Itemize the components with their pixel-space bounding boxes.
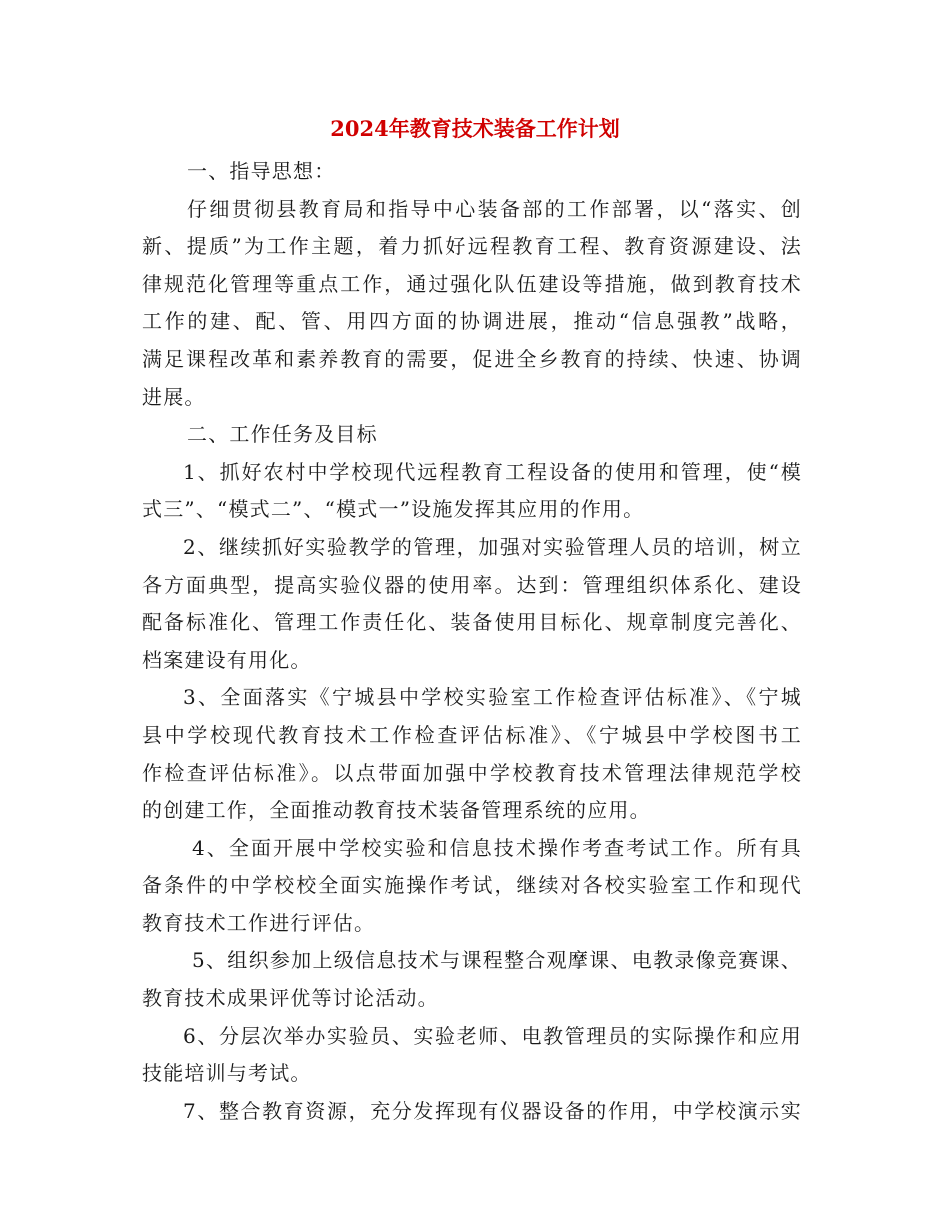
paragraph-line: 律规范化管理等重点工作，通过强化队伍建设等措施，做到教育技术 [142, 271, 802, 296]
paragraph-line: 备条件的中学校校全面实施操作考试，继续对各校实验室工作和现代 [142, 873, 802, 898]
paragraph-line: 6、分层次举办实验员、实验老师、电教管理员的实际操作和应用 [183, 1023, 802, 1048]
paragraph-line: 3、全面落实《宁城县中学校实验室工作检查评估标准》、《宁城 [183, 685, 802, 710]
paragraph-line: 满足课程改革和素养教育的需要，促进全乡教育的持续、快速、协调 [142, 346, 802, 371]
paragraph-line: 配备标准化、管理工作责任化、装备使用目标化、规章制度完善化、 [142, 610, 802, 635]
paragraph-line: 进展。 [142, 384, 206, 409]
paragraph-line: 教育技术成果评优等讨论活动。 [142, 986, 439, 1011]
paragraph-line: 的创建工作，全面推动教育技术装备管理系统的应用。 [142, 798, 651, 823]
section-heading: 一、指导思想： [187, 159, 336, 183]
paragraph-line: 式三”、“模式二”、“模式一”设施发挥其应用的作用。 [142, 497, 645, 522]
paragraph-line: 5、组织参加上级信息技术与课程整合观摩课、电教录像竞赛课、 [192, 948, 802, 973]
document-body [142, 153, 802, 1130]
paragraph-line: 7、整合教育资源，充分发挥现有仪器设备的作用，中学校演示实 [183, 1098, 802, 1123]
section-heading: 二、工作任务及目标 [187, 422, 378, 447]
paragraph-line: 工作的建、配、管、用四方面的协调进展，推动“信息强教”战略， [142, 309, 802, 334]
paragraph-line: 档案建设有用化。 [142, 647, 312, 672]
paragraph-line: 作检查评估标准》。以点带面加强中学校教育技术管理法律规范学校 [142, 760, 802, 785]
paragraph-line: 1、抓好农村中学校现代远程教育工程设备的使用和管理，使“模 [183, 459, 802, 484]
paragraph-line: 技能培训与考试。 [142, 1061, 312, 1086]
paragraph-line: 县中学校现代教育技术工作检查评估标准》、《宁城县中学校图书工 [142, 722, 802, 747]
document-title: 2024年教育技术装备工作计划 [330, 116, 620, 141]
paragraph-line: 仔细贯彻县教育局和指导中心装备部的工作部署，以“落实、创 [187, 196, 802, 221]
paragraph-line: 教育技术工作进行评估。 [142, 910, 376, 935]
paragraph-line: 2、继续抓好实验教学的管理，加强对实验管理人员的培训，树立 [183, 534, 802, 559]
paragraph-line: 各方面典型，提高实验仪器的使用率。达到：管理组织体系化、建设 [142, 572, 802, 597]
paragraph-line: 4、全面开展中学校实验和信息技术操作考查考试工作。所有具 [192, 835, 802, 860]
paragraph-line: 新、提质”为工作主题，着力抓好远程教育工程、教育资源建设、法 [142, 234, 802, 259]
